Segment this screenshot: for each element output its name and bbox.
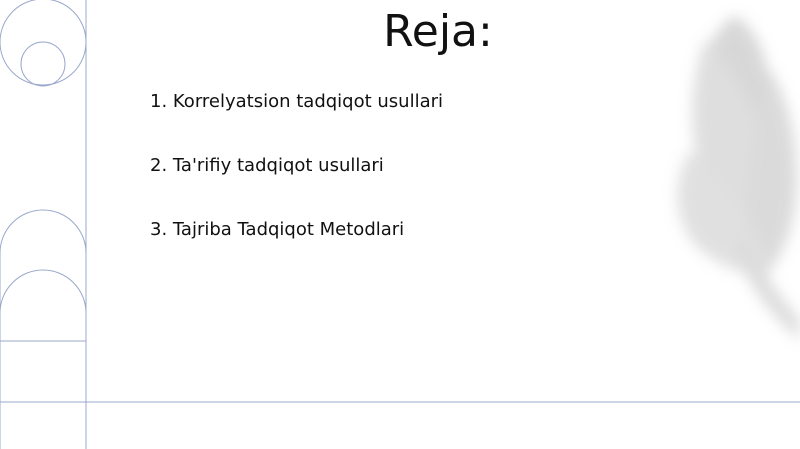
agenda-list — [150, 89, 443, 281]
agenda-item-1: 1. Korrelyatsion tadqiqot usullari — [150, 91, 444, 112]
agenda-item-2: 2. Ta'rifiy tadqiqot usullari — [150, 155, 384, 176]
agenda-item-3: 3. Tajriba Tadqiqot Metodlari — [150, 219, 405, 240]
slide-title: Reja: — [383, 6, 493, 57]
upper-arch-outline-icon — [0, 210, 86, 449]
lower-arch-outline-icon — [0, 270, 86, 449]
leaf-watermark-icon — [677, 15, 800, 340]
